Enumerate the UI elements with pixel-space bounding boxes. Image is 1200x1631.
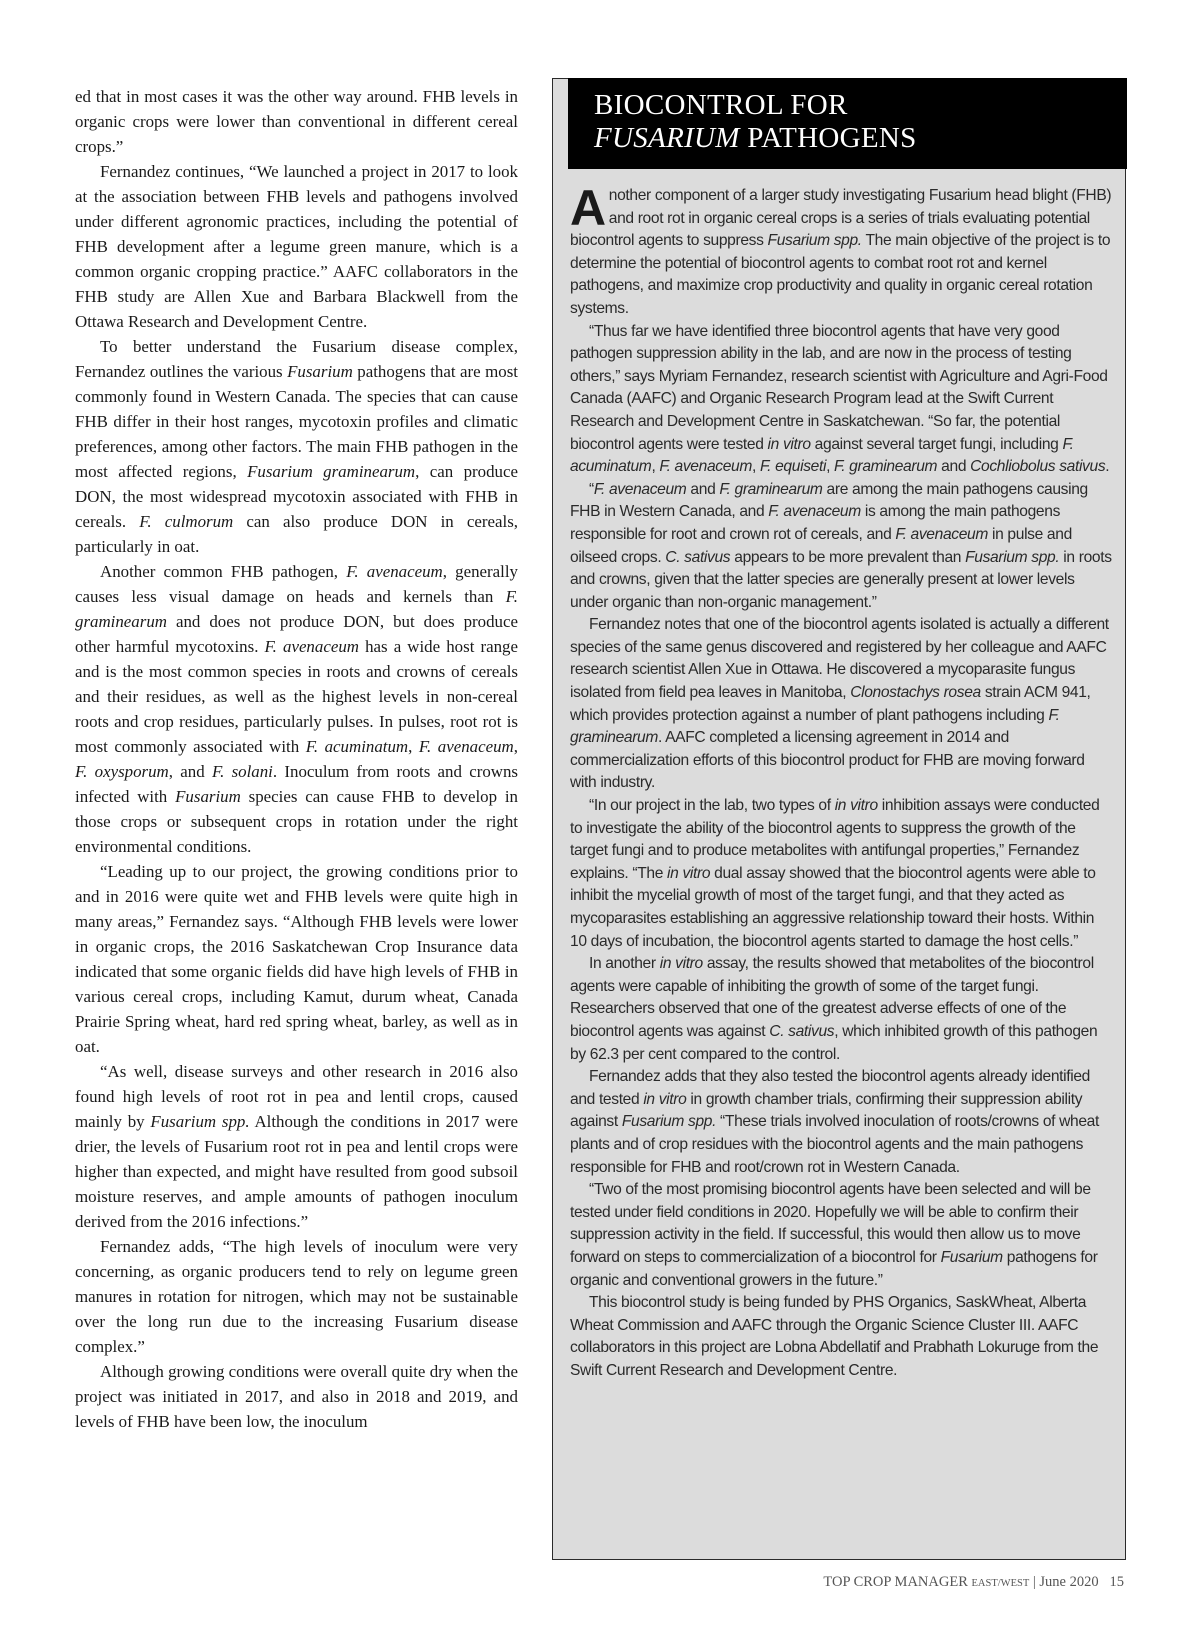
magazine-name: TOP CROP MANAGER	[823, 1574, 972, 1590]
paragraph: “As well, disease surveys and other research in 2016 also found high levels of root rot in pea and lentil crops, caused mainly by Fusarium spp. Although the conditions in 2017 were drier, the levels of Fusarium root rot in pea and lentil crops were higher than expected, and might have resulted from good subsoil moisture reserves, and ample amounts of pathogen inoculum derived from the 2016 infections.”	[75, 1062, 519, 1231]
paragraph: ed that in most cases it was the other way around. FHB levels in organic crops were lower than conventional in different cereal crops.”	[75, 87, 518, 156]
sidebar-paragraph: “Thus far we have identified three biocontrol agents that have very good pathogen suppression ability in the lab, and are now in the process of testing others,” says Myriam Fernandez, research scientist with Agriculture and Agri-Food Canada (AAFC) and Organic Research Program lead at the Swift Current Research and Development Centre in Saskatchewan. “So far, the potential biocontrol agents were tested in vitro against several target fungi, including F. acuminatum, F. avenaceum, F. equiseti, F. graminearum and Cochliobolus sativus.	[570, 322, 1110, 476]
footer-separator: |	[1029, 1574, 1040, 1590]
page-footer	[823, 1574, 1124, 1591]
sidebar-paragraph: “Two of the most promising biocontrol agents have been selected and will be tested under field conditions in 2020. Hopefully we will be able to confirm their suppression activity in the field. If successful, this would then allow us to move forward on steps to commercialization of a biocontrol for Fusarium pathogens for organic and conventional growers in the future.”	[570, 1181, 1098, 1289]
sidebar-paragraph: This biocontrol study is being funded by PHS Organics, SaskWheat, Alberta Wheat Commission and AAFC through the Organic Science Cluster III. AAFC collaborators in this project are Lobna Abdellatif and Prabhath Lokuruge from the Swift Current Research and Development Centre.	[570, 1294, 1099, 1379]
issue-date: June 2020	[1039, 1574, 1099, 1590]
sidebar-paragraph: Fernandez adds that they also tested the biocontrol agents already identified and tested in vitro in growth chamber trials, confirming their suppression ability against Fusarium spp. “These trials involved inoculation of roots/crowns of wheat plants and of crop residues with the biocontrol agents and the main pathogens responsible for FHB and root/crown rot in Western Canada.	[570, 1068, 1099, 1176]
paragraph: Another common FHB pathogen, F. avenaceum, generally causes less visual damage on heads and kernels than F. graminearum and does not produce DON, but does produce other harmful mycotoxins. F. avenaceum has a wide host range and is the most common species in roots and crowns of cereals and their residues, as well as the highest levels in non-cereal roots and crop residues, particularly pulses. In pulses, root rot is most commonly associated with F. acuminatum, F. avenaceum, F. oxysporum, and F. solani. Inoculum from roots and crowns infected with Fusarium species can cause FHB to develop in those crops or subsequent crops in rotation under the right environmental conditions.	[75, 562, 518, 856]
sidebar-title-line1: BIOCONTROL FOR	[594, 89, 848, 121]
sidebar-paragraph: In another in vitro assay, the results showed that metabolites of the biocontrol agents were capable of inhibiting the growth of some of the target fungi. Researchers observed that one of the greatest adverse effects of one of the biocontrol agents was against C. sativus, which inhibited growth of this pathogen by 62.3 per cent compared to the control.	[570, 955, 1098, 1063]
page-number: 15	[1109, 1574, 1124, 1590]
paragraph: Fernandez continues, “We launched a project in 2017 to look at the association between FHB levels and pathogens involved under different agronomic practices, including the potential of FHB development after a legume green manure, which is a common organic cropping practice.” AAFC collaborators in the FHB study are Allen Xue and Barbara Blackwell from the Ottawa Research and Development Centre.	[75, 162, 518, 331]
sidebar-paragraph: Fernandez notes that one of the biocontrol agents isolated is actually a different species of the same genus discovered and registered by her colleague and AAFC research scientist Allen Xue in Ottawa. He discovered a mycoparasite fungus isolated from field pea leaves in Manitoba, Clonostachys rosea strain ACM 941, which provides protection against a number of plant pathogens including F. graminearum. AAFC completed a licensing agreement in 2014 and commercialization efforts of this biocontrol product for FHB are moving forward with industry.	[570, 616, 1109, 792]
sidebar-title-line2: FUSARIUM PATHOGENS	[594, 122, 917, 154]
sidebar-paragraph: “F. avenaceum and F. graminearum are among the main pathogens causing FHB in Western Canada, and F. avenaceum is among the main pathogens responsible for root and crown rot of cereals, and F. avenaceum in pulse and oilseed crops. C. sativus appears to be more prevalent than Fusarium spp. in roots and crowns, given that the latter species are generally present at lower levels under organic than non-organic management.”	[570, 480, 1112, 611]
paragraph: Fernandez adds, “The high levels of inoculum were very concerning, as organic producers tend to rely on legume green manures in rotation for nitrogen, which may not be sustainable over the long run due to the increasing Fusarium disease complex.”	[75, 1237, 518, 1356]
sidebar-box	[552, 78, 1126, 1560]
article-left-column	[75, 84, 518, 1434]
sidebar-paragraph: “In our project in the lab, two types of in vitro inhibition assays were conducted to investigate the ability of the biocontrol agents to suppress the growth of the target fungi and to produce metabolites with antifungal properties,” Fernandez explains. “The in vitro dual assay showed that the biocontrol agents were able to inhibit the mycelial growth of most of the target fungi, and that they acted as mycoparasites establishing an aggressive relationship toward their hosts. Within 10 days of incubation, the biocontrol agents started to damage the host cells.”	[570, 797, 1100, 950]
paragraph: Although growing conditions were overall quite dry when the project was initiated in 2017, and also in 2018 and 2019, and levels of FHB have been low, the inoculum	[75, 1362, 518, 1431]
edition-label: EAST/WEST	[971, 1578, 1030, 1589]
sidebar-body	[570, 180, 1114, 1382]
sidebar-title	[568, 78, 1127, 169]
sidebar-paragraph: Another component of a larger study investigating Fusarium head blight (FHB) and root rot in organic cereal crops is a series of trials evaluating potential biocontrol agents to suppress Fusarium spp. The main objective of the project is to determine the potential of biocontrol agents to combat root rot and kernel pathogens, and maximize crop productivity and quality in organic cereal rotation systems.	[570, 180, 1112, 317]
paragraph: To better understand the Fusarium disease complex, Fernandez outlines the various Fusarium pathogens that are most commonly found in Western Canada. The species that can cause FHB differ in their host ranges, mycotoxin profiles and climatic preferences, among other factors. The main FHB pathogen in the most affected regions, Fusarium graminearum, can produce DON, the most widespread mycotoxin associated with FHB in cereals. F. culmorum can also produce DON in cereals, particularly in oat.	[75, 337, 519, 556]
paragraph: “Leading up to our project, the growing conditions prior to and in 2016 were quite wet and FHB levels were quite high in many areas,” Fernandez says. “Although FHB levels were lower in organic crops, the 2016 Saskatchewan Crop Insurance data indicated that some organic fields did have high levels of FHB in various cereal crops, including Kamut, durum wheat, Canada Prairie Spring wheat, hard red spring wheat, barley, as well as in oat.	[75, 862, 518, 1056]
drop-cap: A	[570, 180, 606, 236]
